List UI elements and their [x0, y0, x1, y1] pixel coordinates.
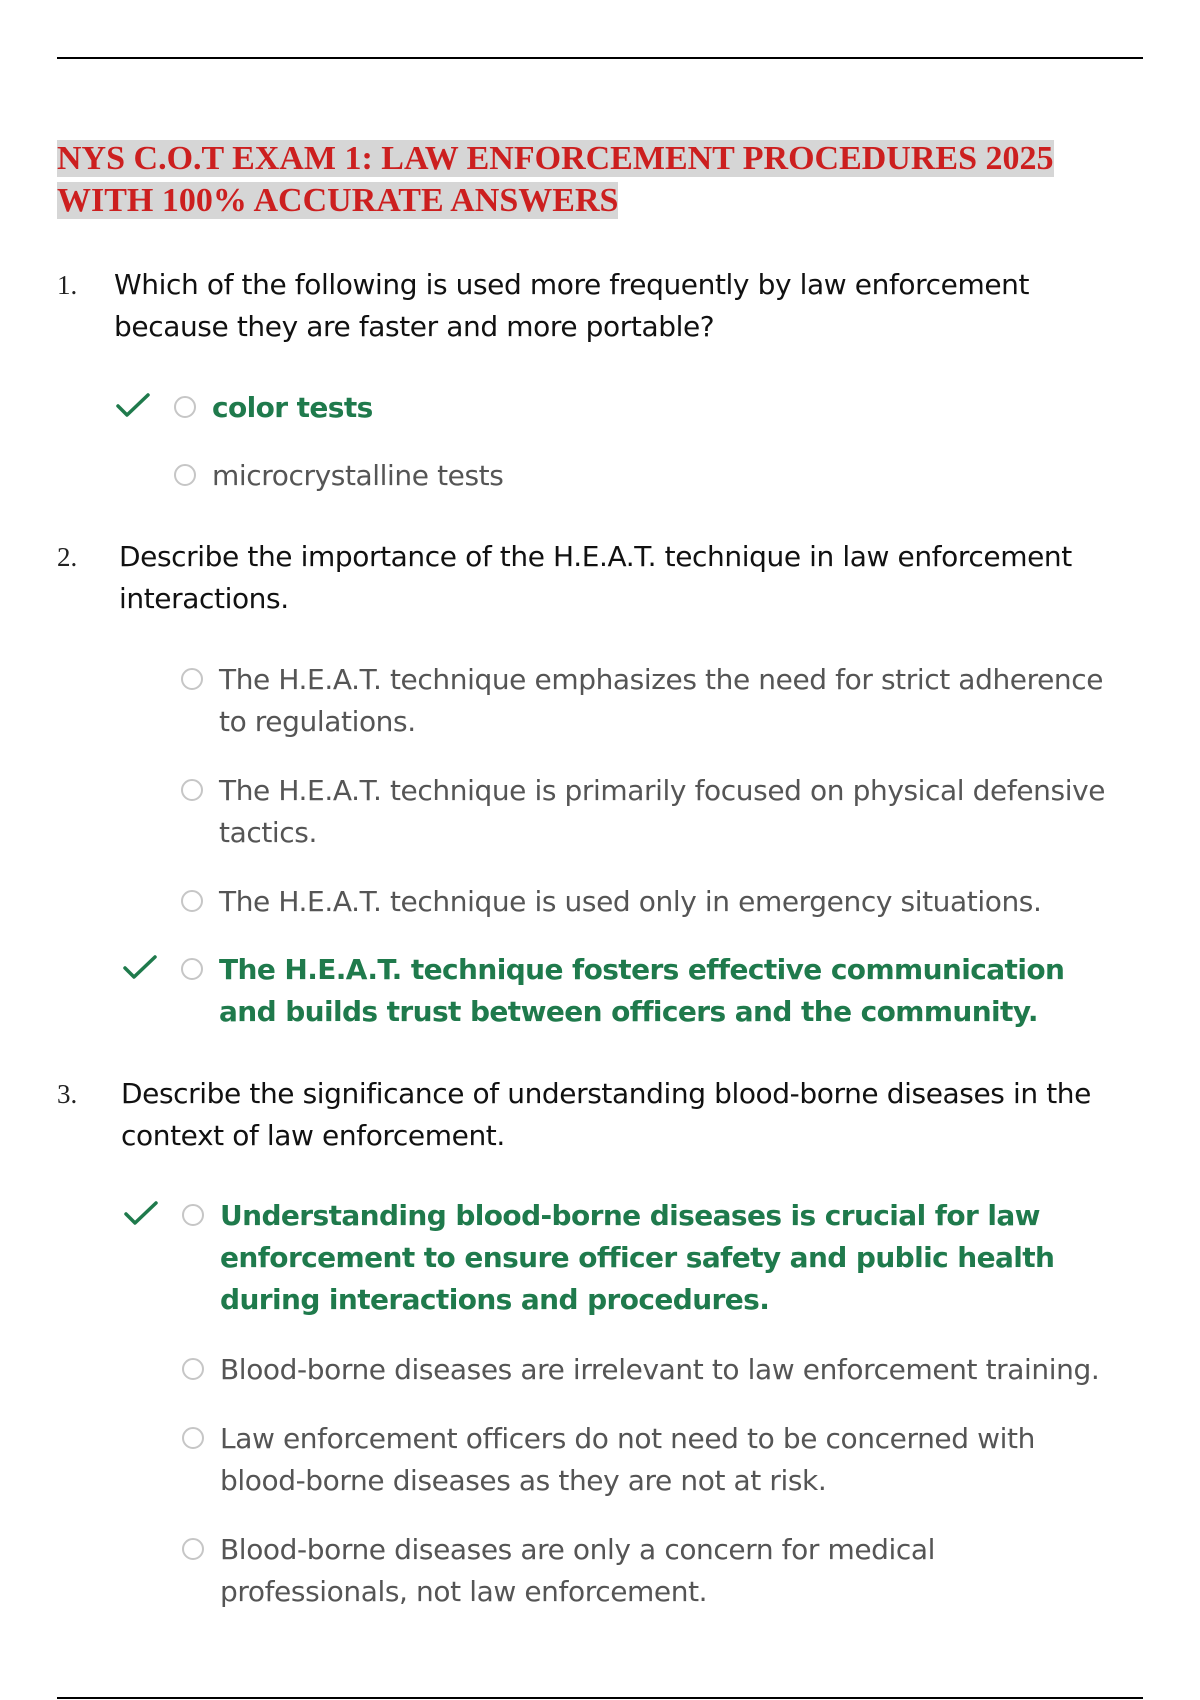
- option-text: The H.E.A.T. technique is primarily focused on physical defensive tactics.: [219, 774, 1106, 849]
- option-text: Blood-borne diseases are irrelevant to law enforcement training.: [220, 1353, 1100, 1386]
- option-text: Blood-borne diseases are only a concern for medical professionals, not law enforcement.: [220, 1533, 936, 1608]
- checkmark-icon: [122, 949, 158, 985]
- bottom-rule: [57, 1697, 1143, 1699]
- radio-icon[interactable]: [181, 890, 203, 912]
- radio-icon[interactable]: [174, 396, 196, 418]
- document-title: [57, 138, 1147, 222]
- title-line-1: NYS C.O.T EXAM 1: LAW ENFORCEMENT PROCEDURES 2025: [57, 140, 1054, 177]
- option-text: Law enforcement officers do not need to be concerned with blood-borne diseases as they are not at risk.: [220, 1422, 1035, 1497]
- option-text: Understanding blood-borne diseases is crucial for law enforcement to ensure officer safety and public health during interactions and procedures.: [220, 1199, 1055, 1316]
- radio-icon[interactable]: [182, 1427, 204, 1449]
- option-text: color tests: [212, 391, 373, 424]
- checkmark-icon: [123, 1195, 159, 1231]
- question-text: Describe the significance of understanding blood-borne diseases in the context of law enforcement.: [121, 1077, 1091, 1152]
- title-line-2: WITH 100% ACCURATE ANSWERS: [57, 182, 619, 219]
- option-text: The H.E.A.T. technique emphasizes the need for strict adherence to regulations.: [219, 663, 1104, 738]
- question-number: 2.: [57, 542, 78, 572]
- top-rule: [57, 57, 1143, 59]
- radio-icon[interactable]: [181, 668, 203, 690]
- radio-icon[interactable]: [181, 779, 203, 801]
- option-text: microcrystalline tests: [212, 459, 504, 492]
- radio-icon[interactable]: [182, 1204, 204, 1226]
- radio-icon[interactable]: [182, 1358, 204, 1380]
- radio-icon[interactable]: [174, 464, 196, 486]
- radio-icon[interactable]: [181, 958, 203, 980]
- checkmark-icon: [115, 387, 151, 423]
- option-text: The H.E.A.T. technique fosters effective communication and builds trust between officers and the community.: [219, 953, 1065, 1028]
- question-number: 3.: [57, 1079, 78, 1109]
- question-number: 1.: [57, 270, 78, 300]
- option-text: The H.E.A.T. technique is used only in emergency situations.: [219, 885, 1042, 918]
- radio-icon[interactable]: [182, 1538, 204, 1560]
- question-text: Which of the following is used more frequently by law enforcement because they are faster and more portable?: [114, 268, 1030, 343]
- question-text: Describe the importance of the H.E.A.T. technique in law enforcement interactions.: [119, 540, 1072, 615]
